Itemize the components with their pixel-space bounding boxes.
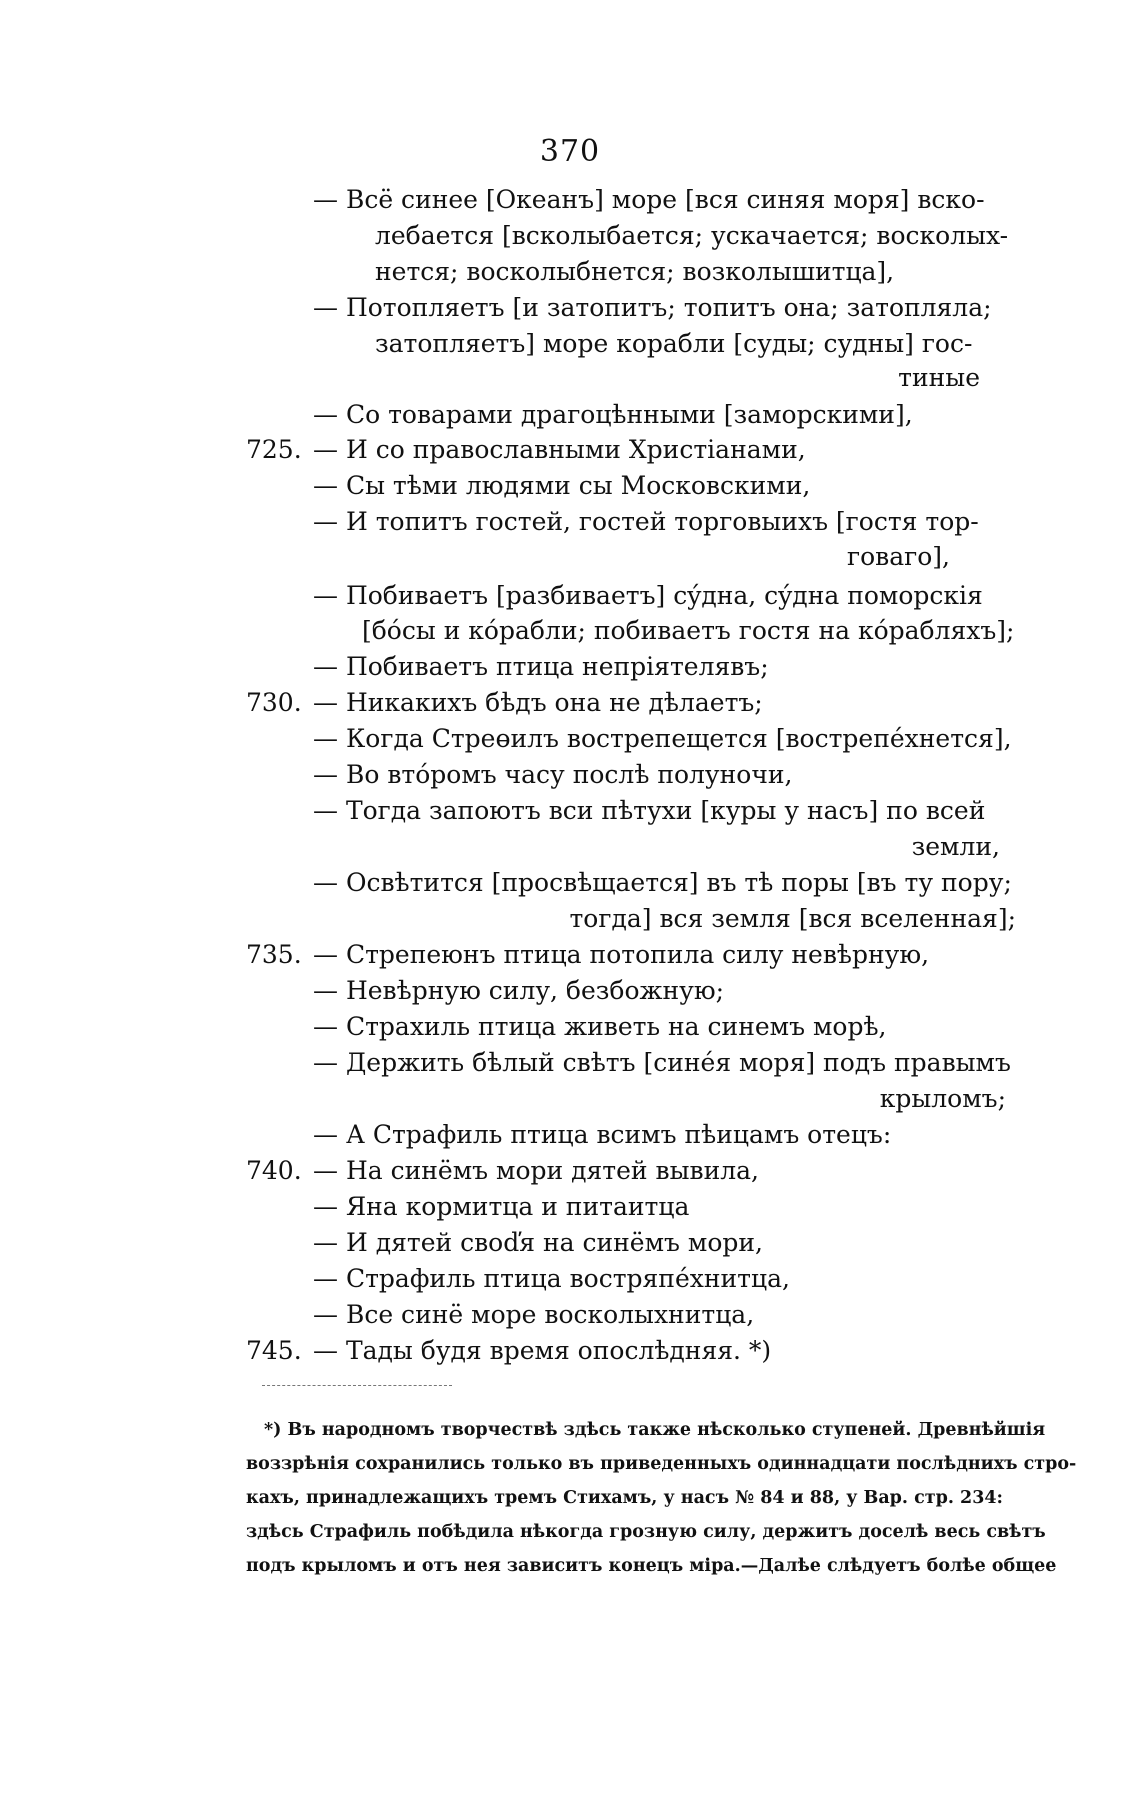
line-number: 725. bbox=[246, 435, 302, 464]
verse-line-continuation: нется; восколыбнется; возколышитца], bbox=[375, 257, 895, 286]
verse-line-continuation: земли, bbox=[911, 832, 1000, 861]
line-number: 735. bbox=[246, 940, 302, 969]
verse-line: — Невѣрную силу, безбожную; bbox=[313, 976, 725, 1005]
verse-line: — Страфиль птица востряпéхнитца, bbox=[313, 1264, 790, 1293]
verse-line: — Побиваетъ птица непріятелявъ; bbox=[313, 652, 769, 681]
verse-line: — И со православными Христіанами, bbox=[313, 435, 806, 464]
line-number: 745. bbox=[246, 1336, 302, 1365]
line-number: 740. bbox=[246, 1156, 302, 1185]
verse-line: — Освѣтится [просвѣщается] въ тѣ поры [въ ту пору; bbox=[313, 868, 1012, 897]
verse-line: — На синёмъ мори дятей вывила, bbox=[313, 1156, 759, 1185]
verse-line-continuation: говаго], bbox=[847, 542, 950, 571]
verse-line: — Побиваетъ [разбиваетъ] сýдна, сýдна поморскія bbox=[313, 581, 983, 610]
verse-line: — Потопляетъ [и затопитъ; топитъ она; затопляла; bbox=[313, 293, 992, 322]
footnote-separator bbox=[262, 1385, 452, 1386]
verse-line: — Тогда запоютъ вси пѣтухи [куры у насъ] по всей bbox=[313, 796, 986, 825]
footnote-line: воззрѣнія сохранились только въ приведенныхъ одиннадцати послѣднихъ стро- bbox=[246, 1454, 1077, 1474]
verse-line-continuation: тиные bbox=[898, 363, 980, 392]
verse-line: — Держить бѣлый свѣтъ [синéя моря] подъ правымъ bbox=[313, 1048, 1011, 1077]
footnote-line: здѣсь Страфиль побѣдила нѣкогда грозную силу, держитъ доселѣ весь свѣтъ bbox=[246, 1522, 1046, 1542]
line-number: 730. bbox=[246, 688, 302, 717]
verse-line-continuation: тогда] вся земля [вся вселенная]; bbox=[569, 904, 1016, 933]
verse-line: — Тады будя время опослѣдняя. *) bbox=[313, 1336, 772, 1365]
verse-line: — А Страфиль птица всимъ пѣицамъ отецъ: bbox=[313, 1120, 892, 1149]
verse-line: — Сы тѣми людями сы Московскими, bbox=[313, 471, 811, 500]
verse-line: — Яна кормитца и питаитца bbox=[313, 1192, 690, 1221]
verse-line-continuation: [бóсы и кóрабли; побиваетъ гостя на кóрабляхъ]; bbox=[362, 616, 1015, 645]
footnote-line: *) Въ народномъ творчествѣ здѣсь также нѣсколько ступеней. Древнѣйшія bbox=[264, 1420, 1046, 1440]
verse-line: — Всё синее [Океанъ] море [вся синяя моря] вско- bbox=[313, 185, 985, 214]
verse-line: — Во втóромъ часу послѣ полуночи, bbox=[313, 760, 793, 789]
verse-line: — Стрепеюнъ птица потопила силу невѣрную, bbox=[313, 940, 930, 969]
verse-line-continuation: крыломъ; bbox=[879, 1084, 1006, 1113]
verse-line: — И дятей своďя на синёмъ мори, bbox=[313, 1228, 763, 1257]
verse-line: — Когда Стреөилъ вострепещется [вострепéхнется], bbox=[313, 724, 1012, 753]
verse-line: — Со товарами драгоцѣнными [заморскими], bbox=[313, 400, 913, 429]
footnote-line: кахъ, принадлежащихъ тремъ Стихамъ, у насъ № 84 и 88, у Вар. стр. 234: bbox=[246, 1488, 1004, 1508]
page-number: 370 bbox=[539, 134, 601, 169]
footnote-line: подъ крыломъ и отъ нея зависитъ конецъ міра.—Далѣе слѣдуетъ болѣе общее bbox=[246, 1556, 1057, 1576]
verse-line: — И топитъ гостей, гостей торговыихъ [гостя тор- bbox=[313, 507, 979, 536]
verse-line: — Все синё море восколыхнитца, bbox=[313, 1300, 755, 1329]
verse-line-continuation: затопляетъ] море корабли [суды; судны] гос- bbox=[375, 329, 973, 358]
verse-line-continuation: лебается [всколыбается; ускачается; восколыx- bbox=[375, 221, 1009, 250]
verse-line: — Страхиль птица живеть на синемъ морѣ, bbox=[313, 1012, 887, 1041]
verse-line: — Никакихъ бѣдъ она не дѣлаетъ; bbox=[313, 688, 763, 717]
